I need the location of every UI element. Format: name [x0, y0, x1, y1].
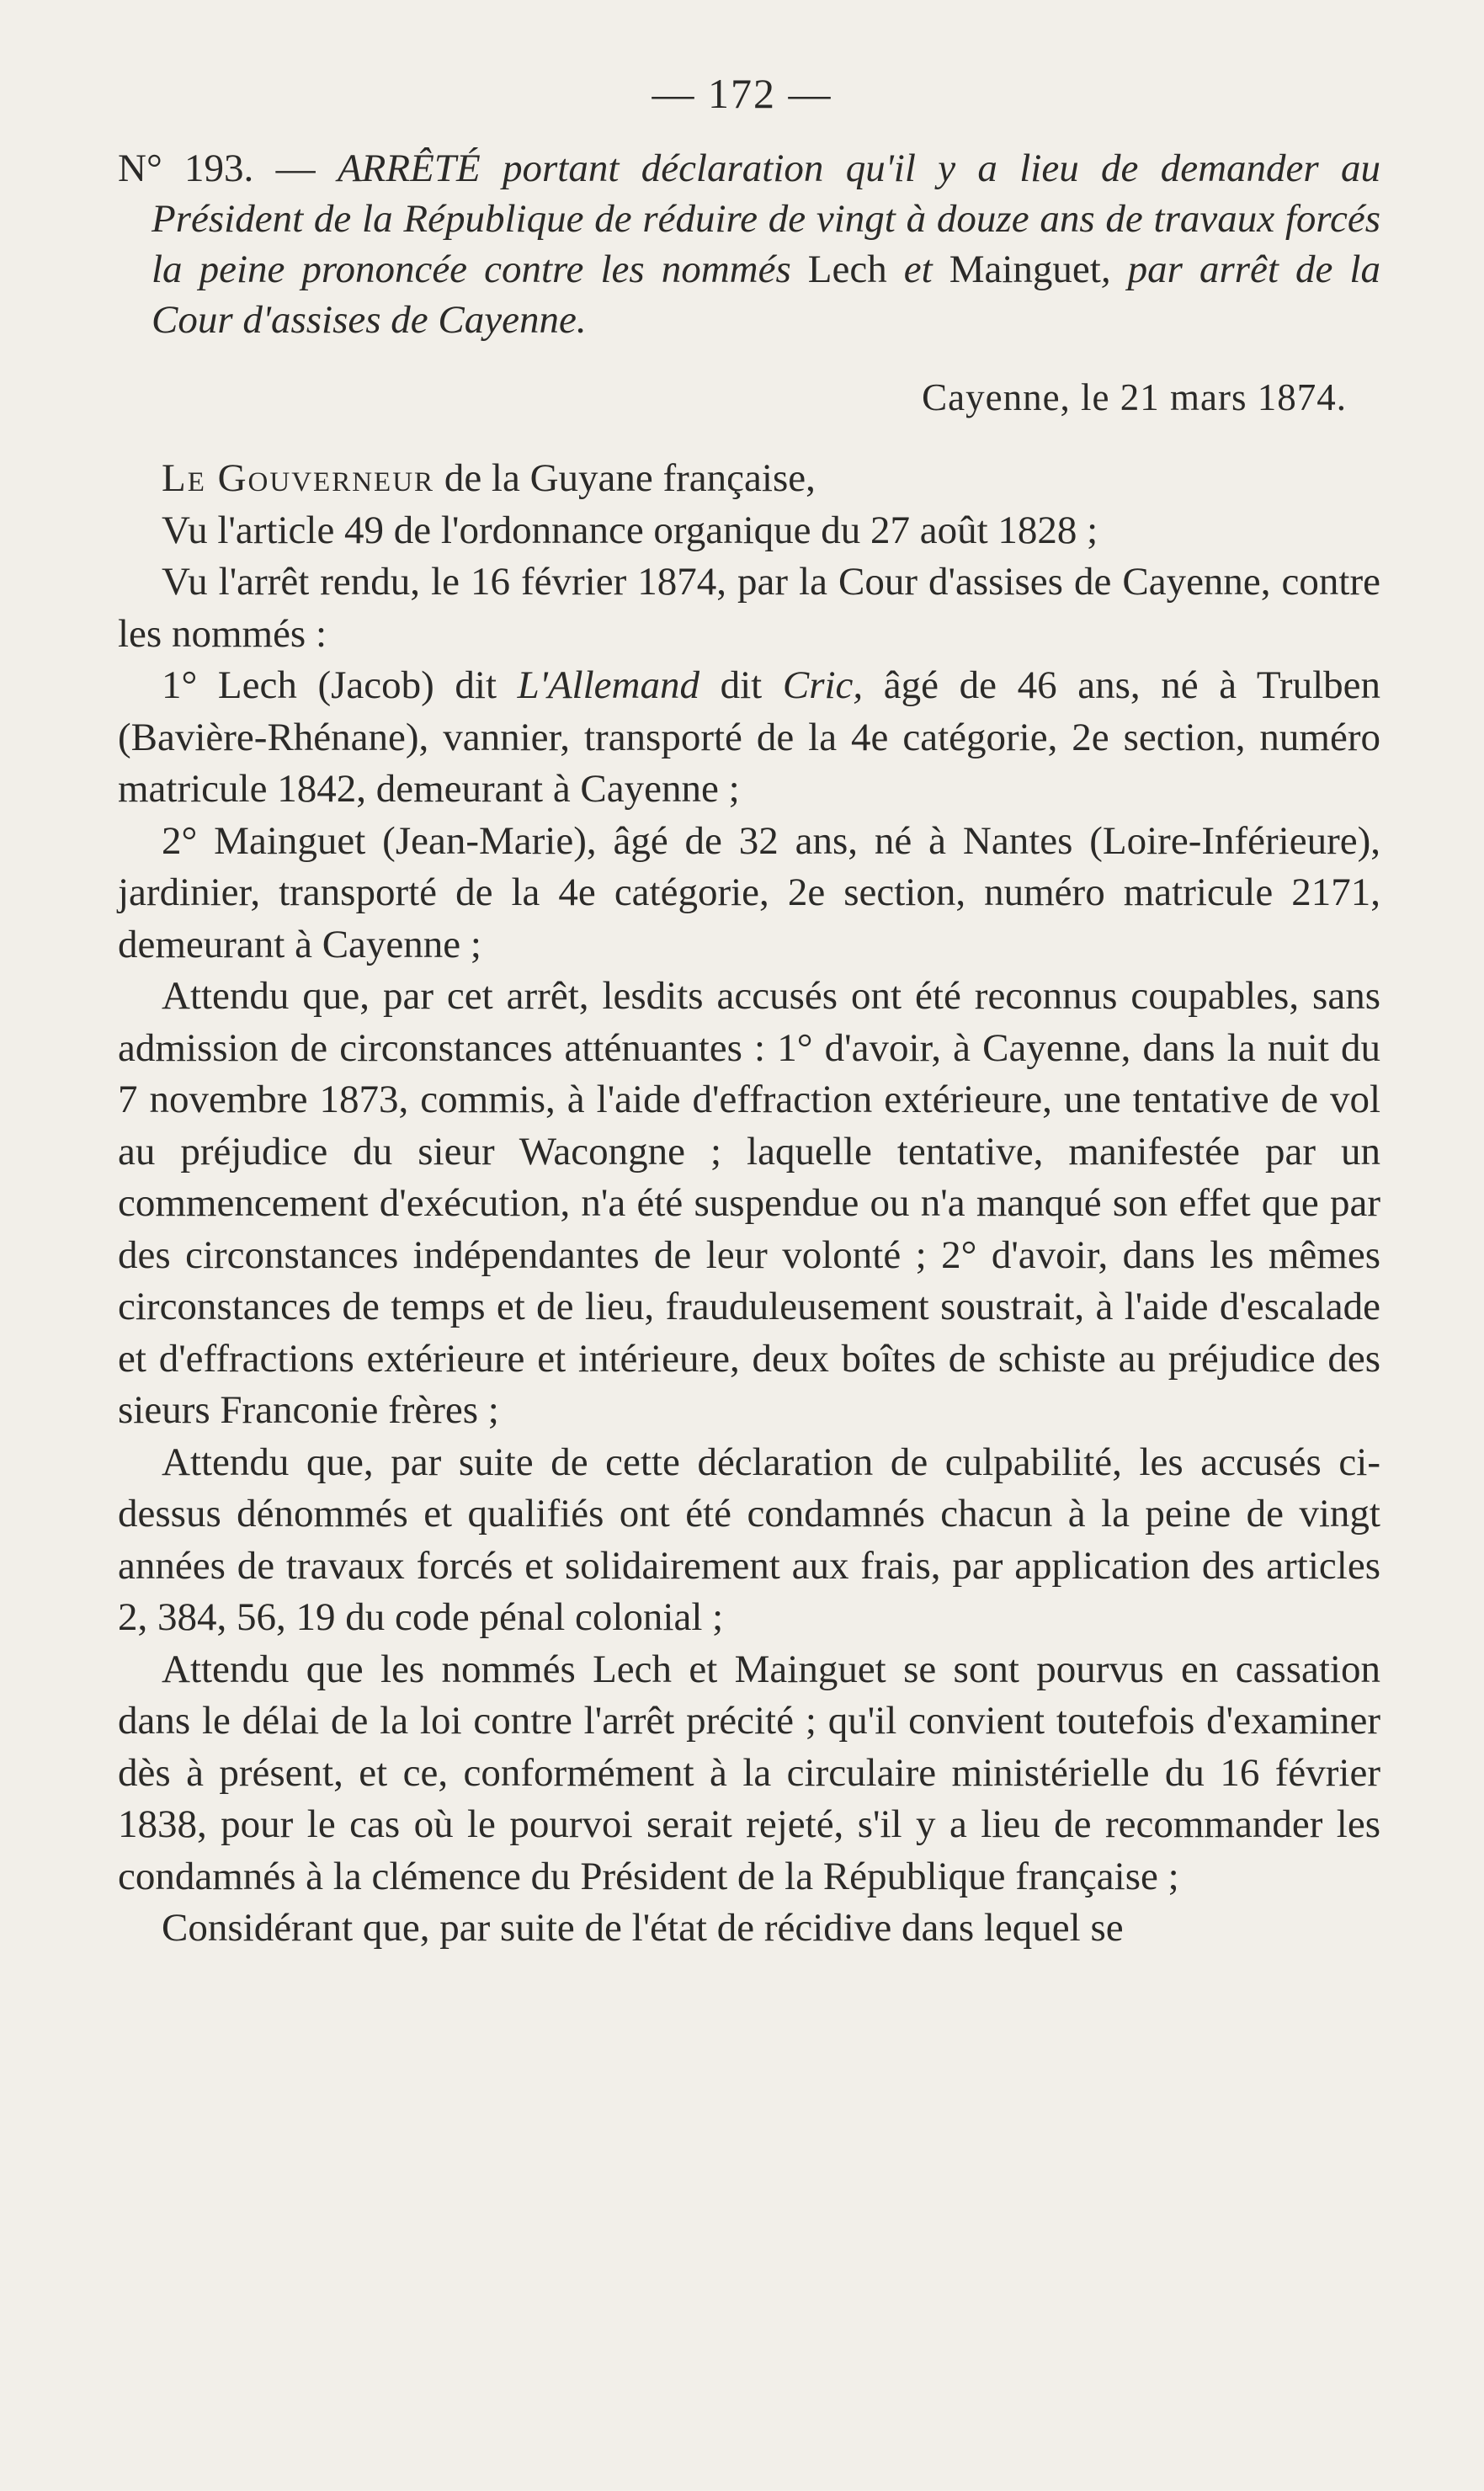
lech-part-b: dit [699, 663, 783, 707]
lech-part-a: 1° Lech (Jacob) dit [162, 663, 518, 707]
paragraph-governor [118, 453, 1380, 505]
governor-title: Le Gouverneur [162, 456, 435, 500]
governor-rest: de la Guyane française, [434, 456, 816, 500]
lech-alias-2: Cric, [782, 663, 864, 707]
page-number: — 172 — [652, 70, 832, 117]
paragraph-arret: Vu l'arrêt rendu, le 16 février 1874, par la Cour d'assises de Cayenne, contre les nommés : [118, 560, 1380, 656]
paragraph-attendu-3: Attendu que les nommés Lech et Mainguet se sont pourvus en cassation dans le délai de la loi contre l'arrêt précité ; qu'il convient toutefois d'examiner dès à présent, et ce, conformément à la circulaire ministérielle du 16 février 1838, pour le cas où le pourvoi serait rejeté, s'il y a lieu de recommander les condamnés à la clémence du Président de la République française ; [118, 1647, 1380, 1898]
lech-alias-1: L'Allemand [517, 663, 699, 707]
paragraph-attendu-1: Attendu que, par cet arrêt, lesdits accusés ont été reconnus coupables, sans admission de circonstances atténuantes : 1° d'avoir, à Cayenne, dans la nuit du 7 novembre 1873, commis, à l'aide d'effraction extérieure, une tentative de vol au préjudice du sieur Wacongne ; laquelle tentative, manifestée par un commencement d'exécution, n'a été suspendue ou n'a manqué son effet que par des circonstances indépendantes de leur volonté ; 2° d'avoir, dans les mêmes circonstances de temps et de lieu, frauduleusement soustrait, à l'aide d'escalade et d'effractions extérieure et intérieure, deux boîtes de schiste au préjudice des sieurs Franconie frères ; [118, 974, 1380, 1432]
decree-title-part-1: ARRÊTÉ portant déclaration qu'il y a lieu de demander au Président de la République de réduire de vingt à douze ans de travaux forcés la peine prononcée contre les nommés [152, 146, 1380, 291]
paragraph-attendu-2: Attendu que, par suite de cette déclaration de culpabilité, les accusés ci-dessus dénommés et qualifiés ont été condamnés chacun à la peine de vingt années de travaux forcés et solidairement aux frais, par application des articles 2, 384, 56, 19 du code pénal colonial ; [118, 1440, 1380, 1639]
dateline: Cayenne, le 21 mars 1874. [922, 376, 1347, 418]
decree-name-lech: Lech [807, 248, 887, 291]
paragraph-lech [118, 660, 1380, 816]
paragraph-mainguet: 2° Mainguet (Jean-Marie), âgé de 32 ans, né à Nantes (Loire-Inférieure), jardinier, transporté de la 4e catégorie, 2e section, numéro matricule 2171, demeurant à Cayenne ; [118, 818, 1380, 966]
paragraph-article-49: Vu l'article 49 de l'ordonnance organique du 27 août 1828 ; [162, 508, 1098, 552]
decree-title-part-2: , par arrêt de la Cour d'assises de Cayenne. [152, 248, 1380, 342]
decree-number: N° 193. — [118, 146, 338, 190]
text-block [118, 143, 1380, 1955]
lech-part-c: âgé de 46 ans, né à Trulben (Bavière-Rhénane), vannier, transporté de la 4e catégorie, 2e section, numéro matricule 1842, demeurant à Cayenne ; [118, 663, 1380, 811]
decree-name-mainguet: Mainguet [949, 248, 1101, 291]
decree-heading [118, 143, 1380, 345]
decree-title-and: et [886, 248, 949, 291]
paragraph-considerant: Considérant que, par suite de l'état de récidive dans lequel se [162, 1906, 1124, 1950]
